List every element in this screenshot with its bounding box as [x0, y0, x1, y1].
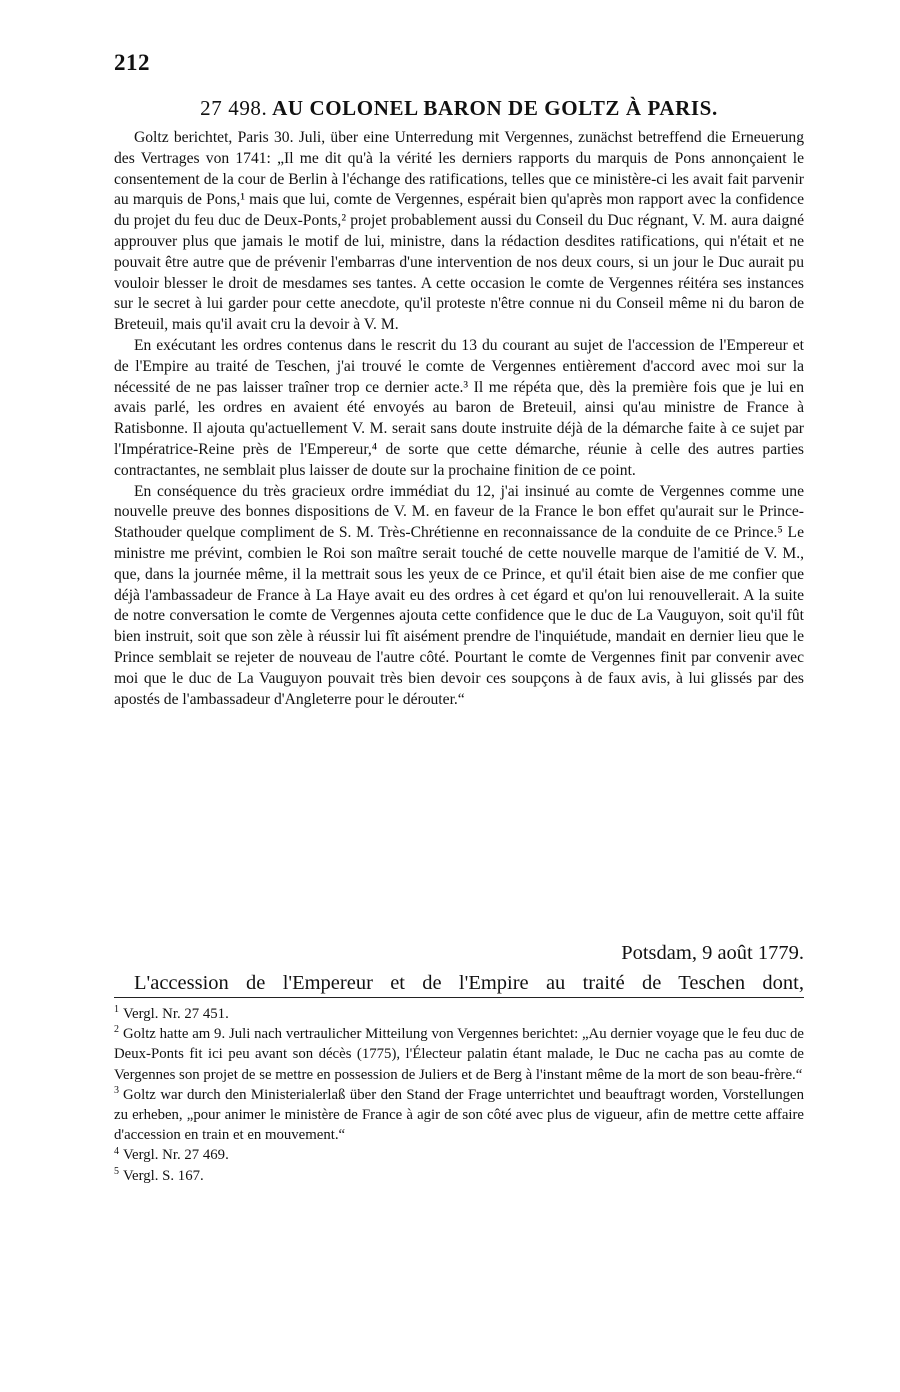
footnote-text: Vergl. Nr. 27 451. — [123, 1006, 229, 1022]
footnote-mark: 4 — [114, 1145, 119, 1157]
paragraph: En conséquence du très gracieux ordre immédiat du 12, j'ai insinué au comte de Vergennes comme une nouvelle preuve des bonnes dispositions de V. M. en faveur de la France le bon effet qu'aurait sur le Prince-Stathouder quelque compliment de S. M. Très-Chrétienne en reconnaissance de la conduite de ce Prince.⁵ Le ministre me prévint, combien le Roi son maître serait touché de cette nouvelle marque de l'amitié de V. M., que, dans la journée même, il la mettrait sous les yeux de ce Prince, et qu'il était bien aise de me confier que déjà l'ambassadeur de France à La Haye avait eu des ordres à cet égard et qu'on lui renouvellerait. A la suite de notre conversation le comte de Vergennes ajouta cette confidence que le duc de La Vauguyon, soit qu'il fût bien instruit, soit que son zèle à réussir lui fît aisément prendre de l'inquiétude, mandait en dernier lieu que le Prince semblait se rejeter de nouveau de l'autre côté. Pourtant le comte de Vergennes finit par convenir avec moi que le duc de La Vauguyon pouvait très bien devoir ces soupçons à de faux avis, à lui glissés par des apostés de l'ambassadeur d'Angleterre pour le dérouter.“ — [114, 482, 804, 708]
footnote — [114, 1145, 804, 1165]
page-number: 212 — [114, 50, 150, 75]
footnote — [114, 1085, 804, 1146]
letter-title: AU COLONEL BARON DE GOLTZ À PARIS. — [272, 96, 718, 120]
footnote — [114, 1004, 804, 1024]
footnote-mark: 3 — [114, 1084, 119, 1096]
letter-closing — [114, 938, 804, 998]
paragraph: Goltz berichtet, Paris 30. Juli, über eine Unterredung mit Vergennes, zunächst betreffend die Erneuerung des Vertrages von 1741: „Il me dit qu'à la vérité les derniers rapports du marquis de Pons annonçaient le consentement de la cour de Berlin à l'échange des ratifications, telles que ce ministère-ci les avait fait parvenir au marquis de Pons,¹ mais que lui, comte de Vergennes, espérait bien qu'après mon rapport avec la confidence du projet du feu duc de Deux-Ponts,² projet probablement aussi du Conseil du Duc régnant, V. M. aura daigné approuver plus que jamais le motif de lui, ministre, dans la rédaction desdites ratifications, qui n'était et ne pouvait être autre que de prévenir l'embarras d'une intervention de nos deux cours, si un jour le Duc aurait pu vouloir blesser le droit de mesdames ses tantes. A cette occasion le comte de Vergennes réitéra ses instances sur le secret à lui garder pour cette anecdote, qu'il proteste n'être connue ni du Conseil même ni du baron de Breteuil, mais qu'il avait cru la devoir à V. M. — [114, 129, 804, 334]
footnotes — [114, 1004, 804, 1186]
letter-heading — [114, 96, 804, 121]
footnote-text: Goltz war durch den Ministerialerlaß über den Stand der Frage unterrichtet und beauftragt worden, Vorstellungen zu erheben, „pour animer le ministère de France à agir de son côté avec plus de vigueur, afin de mettre cette affaire d'accession en train et en mouvement.“ — [114, 1086, 804, 1144]
footnote-text: Goltz hatte am 9. Juli nach vertraulicher Mitteilung von Vergennes berichtet: „Au dernier voyage que le feu duc de Deux-Ponts fit ici peu avant son décès (1775), l'Électeur palatin étant malade, le Duc ne cacha pas au comte de Vergennes son projet de se mettre en possession de Juliers et de Berg à l'instant même de la mort de son beau-frère.“ — [114, 1026, 804, 1083]
footnote-mark: 2 — [114, 1024, 119, 1036]
paragraph: En exécutant les ordres contenus dans le rescrit du 13 du courant au sujet de l'accession de l'Empereur et de l'Empire au traité de Teschen, j'ai trouvé le comte de Vergennes entièrement d'accord avec moi sur la nécessité de ne pas laisser traîner trop ce dernier acte.³ Il me répéta que, dès la première fois que je lui en avais parlé, les ordres en avaient été envoyés au baron de Breteuil, ainsi qu'au ministre de France à Ratisbonne. Il ajouta qu'actuellement V. M. serait sans doute instruite déjà de la démarche faite à ce sujet par l'Impératrice-Reine près de l'Empereur,⁴ de sorte que cette démarche, réunie à celle des autres parties contractantes, ne semblait plus laisser de doute sur la prochaine finition de ce point. — [114, 336, 804, 479]
footnote-text: Vergl. Nr. 27 469. — [123, 1147, 229, 1164]
footnote-divider — [114, 997, 804, 998]
continuation-line: L'accession de l'Empereur et de l'Empire au traité de Teschen dont, — [134, 972, 804, 994]
footnote-text: Vergl. S. 167. — [123, 1167, 204, 1184]
letter-number: 27 498. — [200, 96, 268, 120]
footnote — [114, 1166, 804, 1186]
letter-body — [114, 128, 804, 710]
place-date: Potsdam, 9 août 1779. — [621, 942, 804, 964]
footnote-mark: 5 — [114, 1165, 119, 1177]
footnote — [114, 1024, 804, 1085]
footnote-mark: 1 — [114, 1004, 119, 1016]
